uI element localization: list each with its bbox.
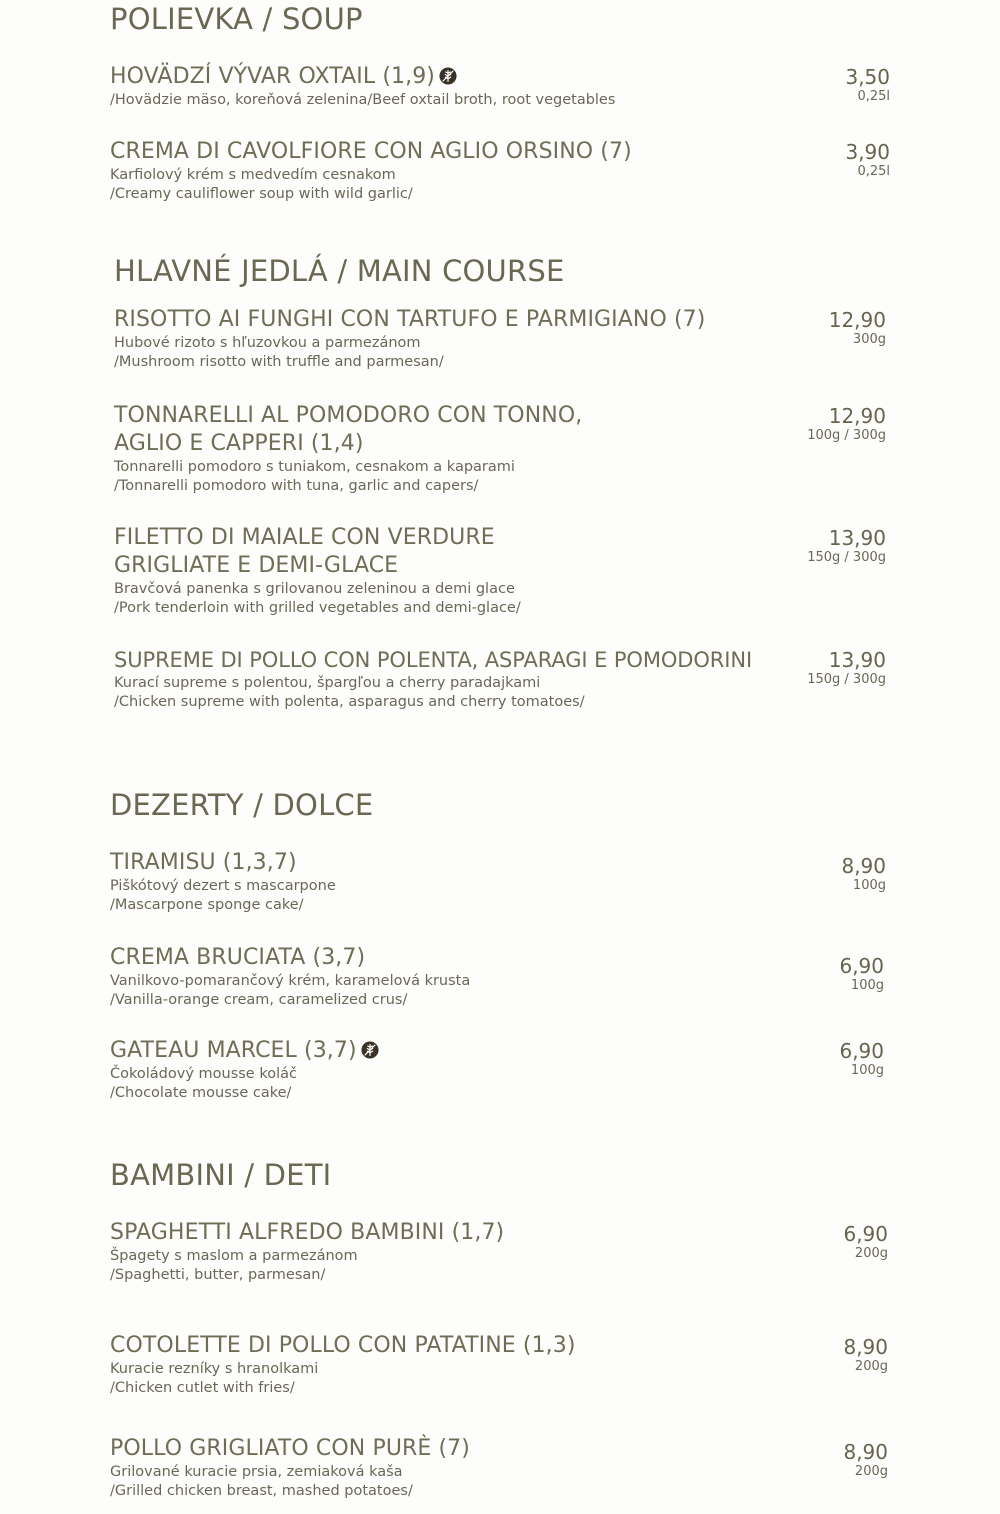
item-name: SPAGHETTI ALFREDO BAMBINI (1,7) [110,1220,505,1245]
price-value: 6,90 [843,1222,888,1246]
price-portion: 100g [850,978,884,993]
price-portion: 100g / 300g [807,428,886,443]
item-description: /Mushroom risotto with truffle and parmesan/ [114,354,444,370]
item-description: /Hovädzie mäso, koreňová zelenina/Beef oxtail broth, root vegetables [110,92,616,108]
menu-item [110,1332,888,1398]
item-description: /Mascarpone sponge cake/ [110,897,304,913]
price-portion: 200g [854,1246,888,1261]
menu-item [110,1219,888,1285]
item-description: /Pork tenderloin with grilled vegetables and demi-glace/ [114,600,521,616]
price-value: 13,90 [828,648,886,672]
item-price [843,1441,888,1480]
item-price [807,649,886,688]
menu-item [110,1435,888,1501]
item-price [839,955,884,994]
price-value: 12,90 [828,308,886,332]
price-value: 6,90 [839,954,884,978]
item-description: /Chicken cutlet with fries/ [110,1380,295,1396]
price-value: 13,90 [828,526,886,550]
item-description: /Vanilla-orange cream, caramelized crus/ [110,992,408,1008]
price-portion: 0,25l [857,164,890,179]
item-price [843,1336,888,1375]
price-portion: 100g [850,1063,884,1078]
price-value: 6,90 [839,1039,884,1063]
price-portion: 150g / 300g [807,550,886,565]
item-name: HOVÄDZÍ VÝVAR OXTAIL (1,9) [110,63,890,91]
item-description: Vanilkovo-pomarančový krém, karamelová krusta [110,973,471,989]
item-description: Karfiolový krém s medvedím cesnakom [110,167,396,183]
wheat-icon [361,1041,379,1059]
item-price [841,855,886,894]
item-name: FILETTO DI MAIALE CON VERDURE [114,525,495,550]
item-price [829,309,886,348]
item-name: COTOLETTE DI POLLO CON PATATINE (1,3) [110,1333,576,1358]
menu-item [110,849,886,915]
menu-item [114,646,886,712]
item-price [845,66,890,105]
item-name: TONNARELLI AL POMODORO CON TONNO, [114,403,583,428]
menu-item [110,63,890,110]
item-description: Kuracie rezníky s hranolkami [110,1361,319,1377]
menu-item [114,306,886,372]
price-value: 8,90 [843,1440,888,1464]
item-price [807,405,886,444]
item-name: CREMA BRUCIATA (3,7) [110,945,366,970]
item-description: Hubové rizoto s hľuzovkou a parmezánom [114,335,421,351]
price-value: 8,90 [843,1335,888,1359]
item-price [845,141,890,180]
wheat-icon [439,67,457,85]
section-heading-desserts: DEZERTY / DOLCE [110,788,374,822]
price-portion: 0,25l [857,89,890,104]
item-description: /Grilled chicken breast, mashed potatoes/ [110,1483,413,1499]
item-description: /Chocolate mousse cake/ [110,1085,292,1101]
section-heading-main-course: HLAVNÉ JEDLÁ / MAIN COURSE [114,254,565,288]
item-name: RISOTTO AI FUNGHI CON TARTUFO E PARMIGIANO (7) [114,307,706,332]
item-description: Kurací supreme s polentou, špargľou a cherry paradajkami [114,675,541,691]
item-description: Tonnarelli pomodoro s tuniakom, cesnakom a kaparami [114,459,515,475]
item-name: POLLO GRIGLIATO CON PURÈ (7) [110,1436,470,1461]
item-price [807,527,886,566]
price-value: 3,50 [845,65,890,89]
item-price [843,1223,888,1262]
price-portion: 100g [852,878,886,893]
item-description: Čokoládový mousse koláč [110,1066,297,1082]
price-value: 3,90 [845,140,890,164]
item-price [839,1040,884,1079]
item-name: GATEAU MARCEL (3,7) [110,1037,884,1065]
item-description: /Tonnarelli pomodoro with tuna, garlic and capers/ [114,478,479,494]
item-description: Špagety s maslom a parmezánom [110,1248,358,1264]
item-description: /Spaghetti, butter, parmesan/ [110,1267,326,1283]
menu-item [110,1037,884,1103]
item-name: TIRAMISU (1,3,7) [110,850,297,875]
menu-item [110,944,884,1010]
item-description: Piškótový dezert s mascarpone [110,878,336,894]
item-name: SUPREME DI POLLO CON POLENTA, ASPARAGI E POMODORINI [114,648,753,672]
price-portion: 200g [854,1464,888,1479]
price-value: 12,90 [828,404,886,428]
menu-item [110,138,890,204]
price-portion: 300g [852,332,886,347]
item-name: AGLIO E CAPPERI (1,4) [114,431,364,456]
section-heading-soup: POLIEVKA / SOUP [110,2,363,36]
item-description: Grilované kuracie prsia, zemiaková kaša [110,1464,403,1480]
menu-item [114,524,886,618]
item-description: /Chicken supreme with polenta, asparagus and cherry tomatoes/ [114,694,585,710]
price-value: 8,90 [841,854,886,878]
menu-item [114,402,886,496]
section-heading-kids: BAMBINI / DETI [110,1158,332,1192]
item-description: Bravčová panenka s grilovanou zeleninou a demi glace [114,581,515,597]
price-portion: 200g [854,1359,888,1374]
item-description: /Creamy cauliflower soup with wild garlic/ [110,186,413,202]
price-portion: 150g / 300g [807,672,886,687]
item-name: CREMA DI CAVOLFIORE CON AGLIO ORSINO (7) [110,139,632,164]
item-name: GRIGLIATE E DEMI-GLACE [114,553,399,578]
